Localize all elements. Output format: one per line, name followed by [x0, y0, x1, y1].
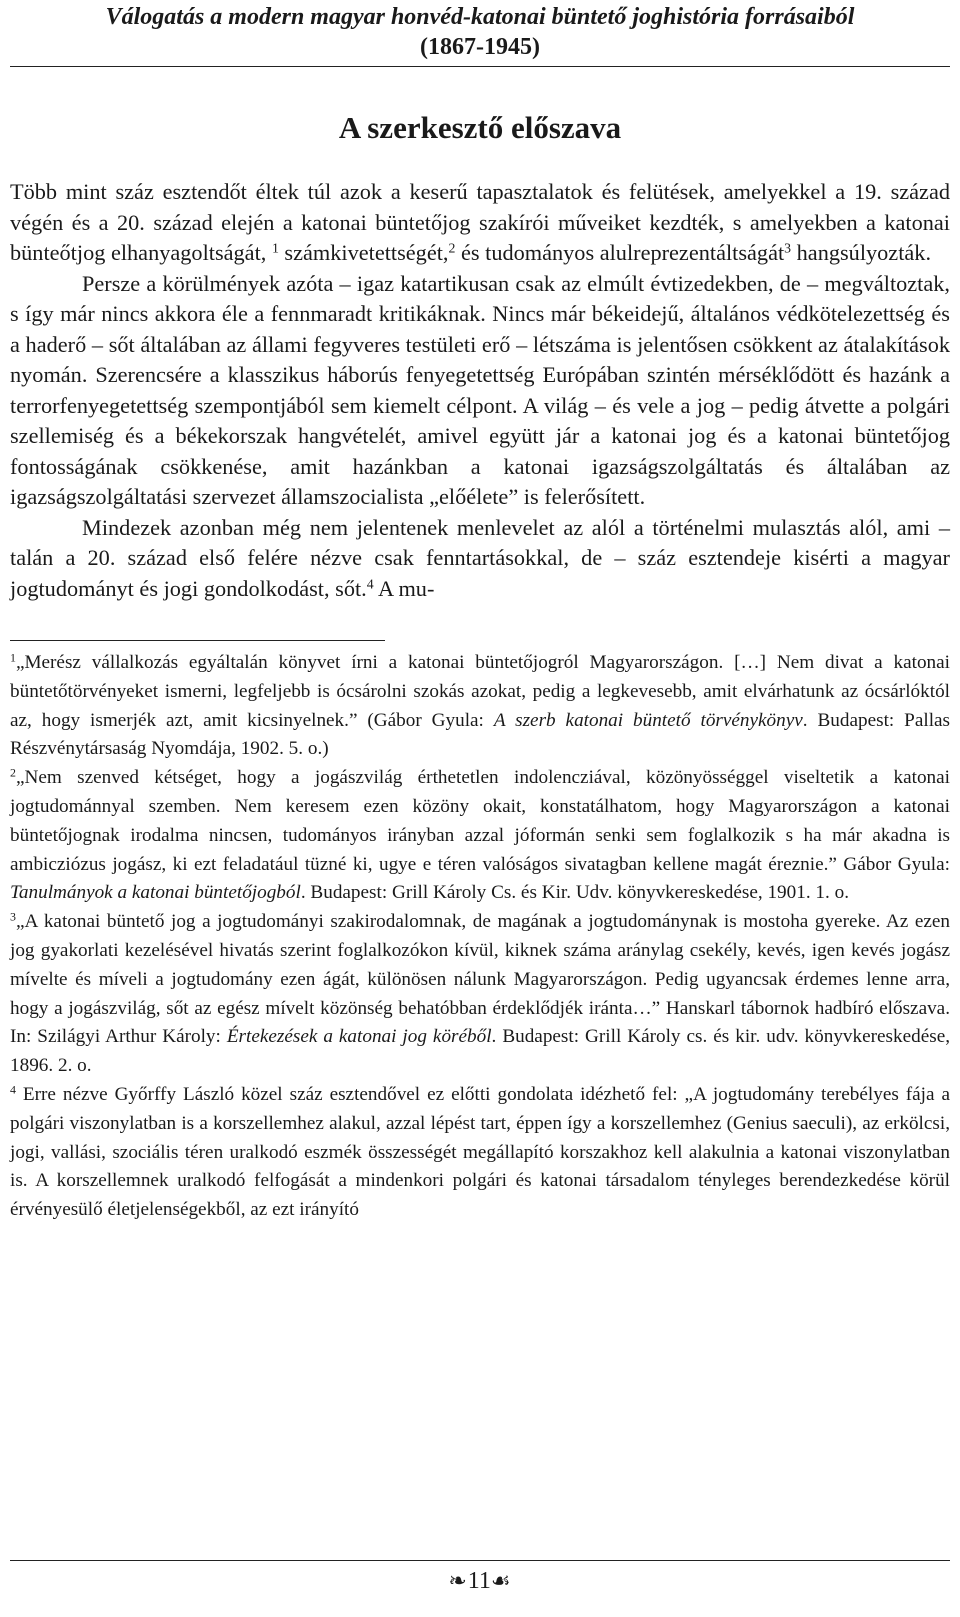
- footnote-4-number: 4: [10, 1082, 16, 1097]
- ornament-left-icon: ❧: [448, 1568, 468, 1593]
- document-page: [10, 0, 950, 1617]
- footnote-3-text-b: . Budapest: Grill Károly cs. és kir. udv. könyvkereskedése, 1896. 2. o.: [10, 1026, 951, 1077]
- paragraph-1-text-a: Több mint száz esztendőt éltek túl azok a keserű tapasztalatok és felütések, amelyekkel a 19. század végén és a 20. század elején a katonai büntetőjog szakírói műveiket kezdték, s amelyekben a katonai bünteőtjog elhanyagoltságát,: [10, 179, 950, 265]
- footnote-1-text-a: „Merész vállalkozás egyáltalán könyvet írni a katonai büntetőjogról Magyarországon. […] Nem divat a katonai büntetőtörvényeket ismerni, legfeljebb is ócsárolni szokás azokat, pedig a legkevesebb, amit elvárhatunk az ócsárlóktól az, hogy ismerjék azt, amit kicsinyelnek.” (Gábor Gyula:: [10, 652, 950, 731]
- header-title: Válogatás a modern magyar honvéd-katonai büntető joghistória forrásaiból: [105, 4, 855, 30]
- paragraph-2: Persze a körülmények azóta – igaz katartikusan csak az elmúlt évtizedekben, de – megváltoztak, s így már nincs akkora éle a fennmaradt kritikáknak. Nincs már békeidejű, általános védkötelezettség és a haderő – sőt általában az állami fegyveres testületi erő – létszáma is jelentősen csökkent az átalakítások nyomán. Szerencsére a klasszikus háborús fenyegetettség Európában szintén mérséklődött és hazánk a terrorfenyegetettség szempontjából sem kiemelt célpont. A világ – és vele a jog – pedig átvette a polgári szellemiség és a békekorszak hangvételét, amivel együtt jár a katonai jog és a katonai büntetőjog fontosságának csökkenése, amit hazánkban a katonai igazságszolgáltatás és általában az igazságszolgáltatási szervezet államszocialista „előélete” is felerősített.: [10, 270, 950, 509]
- footnote-2: [10, 764, 950, 908]
- footnote-1-number: 1: [10, 650, 16, 665]
- paragraph-1-text-c: és tudományos alulreprezentáltságát: [455, 240, 785, 265]
- footnote-2-number: 2: [10, 765, 16, 780]
- footnote-1-book-title: A szerb katonai büntető törvénykönyv: [493, 709, 803, 731]
- paragraph-3: [10, 513, 950, 605]
- footnote-2-book-title: Tanulmányok a katonai büntetőjogból: [10, 882, 301, 904]
- footnote-2-text-b: . Budapest: Grill Károly Cs. és Kir. Udv. könyvkereskedése, 1901. 1. o.: [300, 882, 850, 904]
- footnotes: [10, 649, 950, 1225]
- footnote-3-book-title: Értekezések a katonai jog köréből: [226, 1026, 492, 1048]
- footnote-1-text-b: . Budapest: Pallas Részvénytársaság Nyomdája, 1902. 5. o.): [10, 709, 951, 760]
- footnote-ref-2[interactable]: 2: [448, 240, 456, 256]
- header-rule: [10, 66, 950, 67]
- footnote-separator: [10, 640, 385, 641]
- footnote-ref-1[interactable]: 1: [271, 240, 279, 256]
- header-years: (1867-1945): [420, 34, 540, 60]
- paragraph-3-text-b: A mu-: [373, 575, 435, 601]
- paragraph-1: [10, 177, 950, 269]
- footnote-1: [10, 649, 950, 764]
- footnote-4: [10, 1081, 950, 1225]
- chapter-title: A szerkesztő előszava: [338, 110, 622, 145]
- body-text: [10, 177, 950, 604]
- ornament-right-icon: ☙: [490, 1568, 512, 1593]
- footnote-3-text-a: „A katonai büntető jog a jogtudományi szakirodalomnak, de magának a jogtudománynak is mostoha gyereke. Az ezen jog gyakorlati kezelésével hivatás szerint foglalkozókon kívül, kiknek száma aránylag csekély, kevés, igen kevés jogász mívelte és míveli a jogtudomány ezen ágát, különösen nálunk Magyarországon. Pedig ugyancsak érdemes lenne arra, hogy a jogászvilág, sőt az egész mívelt közönség behatóbban érdeklődjék iránta…” Hanskarl tábornok hadbíró előszava. In: Szilágyi Arthur Károly:: [10, 911, 950, 1048]
- page-footer: [10, 1560, 950, 1599]
- running-header: [10, 2, 950, 62]
- footnote-3-number: 3: [10, 909, 16, 924]
- page-number: 11: [467, 1568, 491, 1594]
- footnote-ref-3[interactable]: 3: [784, 240, 792, 256]
- footnote-ref-4[interactable]: 4: [366, 575, 374, 591]
- footnote-2-text-a: „Nem szenved kétséget, hogy a jogászvilág érthetetlen indolencziával, közönyösséggel viseltetik a katonai jogtudománnyal szemben. Nem keresem ezen közöny okait, konstatálhatom, hogy Magyarországon a katonai büntetőjognak irodalma nincsen, tudományos irányban azzal jóformán senki sem foglalkozik s ha már akadna is ambicziózus jogász, ki ezt feladatául tüzné ki, ugye e téren valóságos sivatagban kellene magát éreznie.” Gábor Gyula:: [10, 767, 950, 875]
- paragraph-3-text-a: Mindezek azonban még nem jelentenek menlevelet az alól a történelmi mulasztás alól, ami – talán a 20. század első felére nézve csak fenntartásokkal, de – száz esztendeje kisérti a magyar jogtudományt és jogi gondolkodást, sőt.: [10, 514, 950, 601]
- footnote-4-text: Erre nézve Győrffy László közel száz esztendővel ez előtti gondolata idézhető fel: „A jogtudomány terebélyes fája a polgári viszonylatban is a korszellemhez alakul, azzal lépést tart, éppen így a korszellemhez (Genius saeculi), az erkölcsi, jogi, vallási, szociális téren uralkodó eszmék összességét megállapító korszakhoz kell alakulnia a katonai viszonylatban is. A korszellemnek uralkodó felfogását a mindenkori polgári és katonai társadalom tényleges berendezkedése körül érvényesülő életjelenségekből, az ezt irányító: [10, 1083, 950, 1221]
- paragraph-1-text-b: számkivetettségét,: [278, 240, 449, 265]
- footnote-3: [10, 908, 950, 1081]
- paragraph-1-text-d: hangsúlyozták.: [791, 240, 932, 265]
